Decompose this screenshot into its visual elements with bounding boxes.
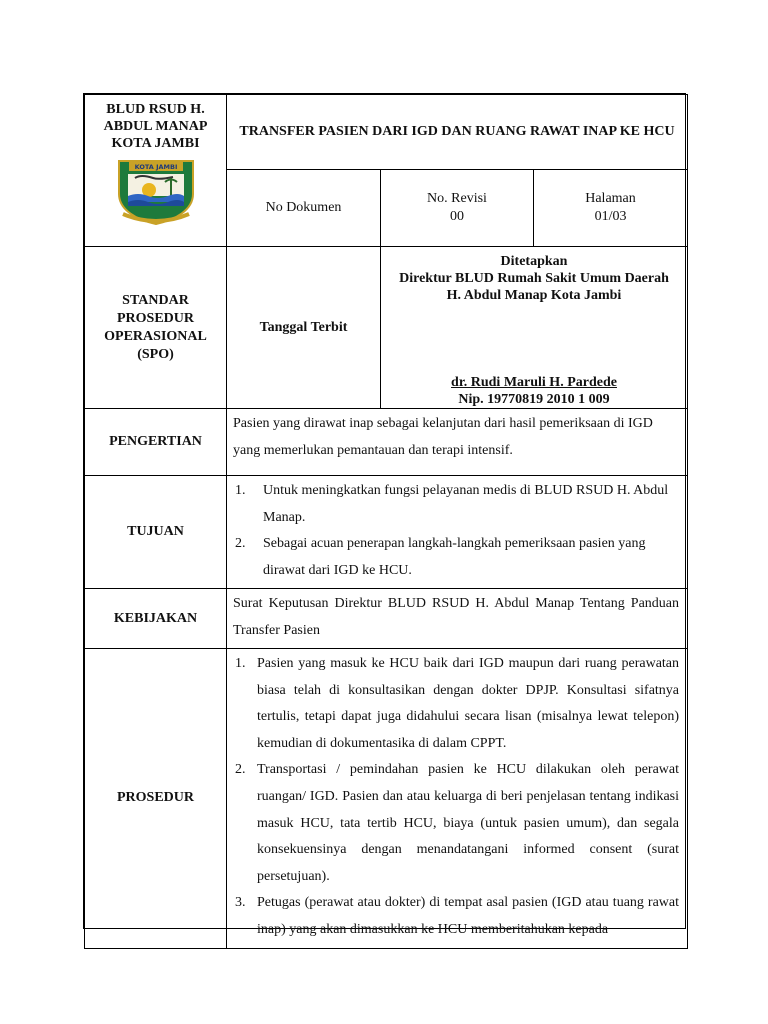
list-text: Petugas (perawat atau dokter) di tempat asal pasien (IGD atau tuang rawat inap) yang akan dimasukkan ke HCU memberitahukan kepada — [257, 895, 680, 937]
institution-line-3: KOTA JAMBI — [111, 136, 200, 151]
no-dokumen-label: No Dokumen — [265, 200, 342, 216]
institution-line-1: BLUD RSUD H. — [106, 102, 205, 117]
no-revisi-value: 00 — [450, 209, 464, 225]
list-number: 3. — [235, 895, 246, 911]
penetapan-cell — [381, 247, 688, 409]
direktur-line-2: H. Abdul Manap Kota Jambi — [446, 288, 622, 303]
ditetapkan-label: Ditetapkan — [500, 254, 568, 269]
list-text: Transportasi / pemindahan pasien ke HCU dilakukan oleh perawat ruangan/ IGD. Pasien dan atau keluarga di beri penjelasan tentang indikasi masuk HCU, tata tertib HCU, biaya (untuk pasien umum), dan segala konsekuensinya dengan menandatangani informed consent (surat persetujuan). — [257, 762, 680, 884]
list-item — [233, 531, 679, 584]
institution-name — [85, 101, 226, 152]
list-text: Untuk meningkatkan fungsi pelayanan medis di BLUD RSUD H. Abdul Manap. — [263, 483, 669, 525]
direktur-line-1: Direktur BLUD Rumah Sakit Umum Daerah — [399, 271, 669, 286]
tanggal-terbit-label: Tanggal Terbit — [227, 247, 381, 409]
pengertian-label: PENGERTIAN — [85, 409, 227, 476]
list-item — [233, 478, 679, 531]
spo-label-line-1: STANDAR — [122, 292, 189, 308]
no-dokumen-cell — [227, 170, 381, 247]
halaman-value: 01/03 — [594, 209, 627, 225]
tujuan-list-cell — [227, 476, 688, 589]
list-number: 1. — [235, 483, 246, 498]
halaman-label: Halaman — [585, 191, 636, 207]
list-number: 2. — [235, 536, 246, 551]
tujuan-label: TUJUAN — [85, 476, 227, 589]
kota-jambi-emblem-logo — [113, 158, 199, 226]
spo-label-cell — [85, 247, 227, 409]
no-revisi-cell — [381, 170, 534, 247]
prosedur-label: PROSEDUR — [85, 649, 227, 949]
spo-label-line-3: OPERASIONAL — [104, 328, 207, 344]
header-institution-cell — [85, 95, 227, 247]
kebijakan-label: KEBIJAKAN — [85, 589, 227, 649]
list-number: 1. — [235, 656, 246, 671]
prosedur-list — [233, 651, 679, 944]
pengertian-text: Pasien yang dirawat inap sebagai kelanjutan dari hasil pemeriksaan di IGD yang memerlukan pemantauan dan terapi intensif. — [227, 409, 688, 476]
no-revisi-label: No. Revisi — [427, 191, 487, 207]
prosedur-list-cell — [227, 649, 688, 949]
list-text: Sebagai acuan penerapan langkah-langkah pemeriksaan pasien yang dirawat dari IGD ke HCU. — [263, 536, 646, 578]
signatory-name: dr. Rudi Maruli H. Pardede — [451, 375, 617, 390]
spo-label-line-4: (SPO) — [137, 346, 174, 362]
halaman-cell — [534, 170, 688, 247]
list-number: 2. — [235, 762, 246, 778]
tujuan-list — [233, 478, 679, 584]
spo-label-line-2: PROSEDUR — [116, 310, 194, 326]
spo-table — [84, 94, 688, 949]
spo-document — [83, 93, 686, 937]
list-text: Pasien yang masuk ke HCU baik dari IGD maupun dari ruang perawatan biasa telah di konsultasikan dengan dokter DPJP. Konsultasi sifatnya tertulis, tetapi dapat juga didahului secara lisan (misalnya lewat telepon) kemudian di dokumentasika di dalam CPPT. — [257, 656, 680, 751]
institution-line-2: ABDUL MANAP — [103, 119, 208, 134]
logo-text: KOTA JAMBI — [134, 163, 177, 171]
list-item — [233, 757, 679, 890]
kebijakan-text: Surat Keputusan Direktur BLUD RSUD H. Abdul Manap Tentang Panduan Transfer Pasien — [227, 589, 688, 649]
list-item — [233, 890, 679, 943]
signatory-nip: Nip. 19770819 2010 1 009 — [458, 392, 610, 407]
list-item — [233, 651, 679, 757]
document-title: TRANSFER PASIEN DARI IGD DAN RUANG RAWAT INAP KE HCU — [227, 95, 688, 170]
